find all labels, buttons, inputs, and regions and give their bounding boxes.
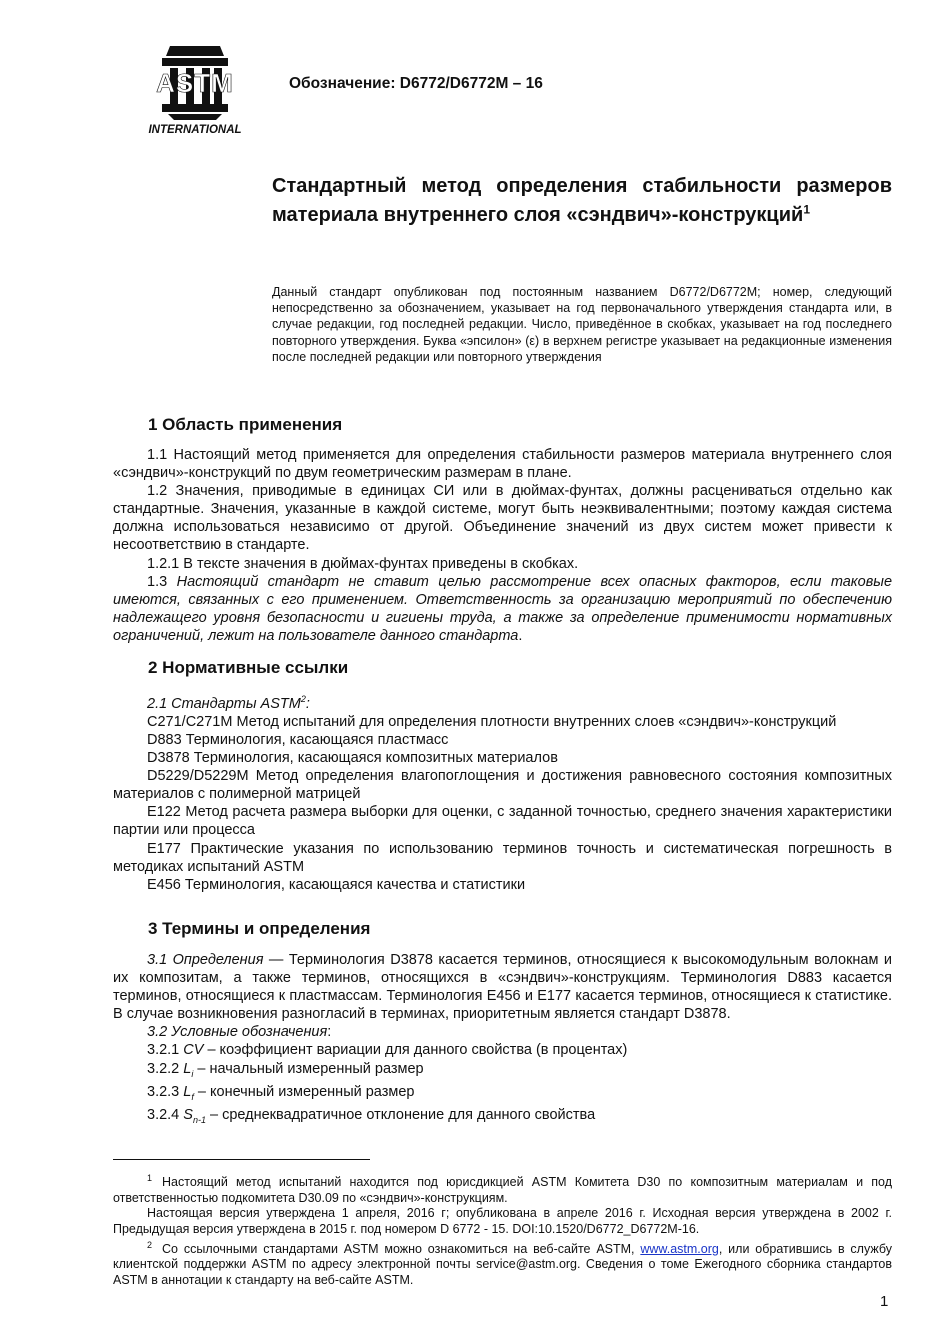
paragraph-1-2: 1.2 Значения, приводимые в единицах СИ или в дюймах-фунтах, должны расцениваться отдельно как стандартные. Значения, указанные в каждой системе, могут быть неэквивалентными; поэтому каждая система должна использоваться независимо от другой. Объединение значений из двух систем может привести к несоответствию в стандарте.	[113, 483, 892, 554]
symbol-name: L	[183, 1060, 192, 1077]
footnote-1	[113, 1171, 892, 1206]
symbol-description: – среднеквадратичное отклонение для данного свойства	[205, 1106, 596, 1123]
footnote-2-text-post: , или обратившись в службу клиентской поддержки ASTM по адресу электронной почты service@astm.org. Сведения о томе Ежегодного сборника стандартов ASTM в аннотации к стандарту на веб-сайте ASTM.	[113, 1241, 893, 1287]
footnote-1-continuation: Настоящая версия утверждена 1 апреля, 2016 г; опубликована в апреле 2016 г. Исходная версия утверждена в 2002 г. Предыдущая версия утверждена в 2015 г. под номером D 6772 - 15. DOI:10.1520/D6772_D6772M-16.	[113, 1206, 892, 1236]
paragraph-3-2-label: 3.2 Условные обозначения	[147, 1024, 328, 1041]
footnotes	[113, 1171, 892, 1288]
section-heading-references: 2 Нормативные ссылки	[148, 658, 349, 677]
paragraph-1-3-number: 1.3	[147, 573, 168, 590]
section-heading-terms: 3 Термины и определения	[148, 919, 371, 938]
symbol-number: 3.2.3	[147, 1083, 180, 1100]
section-scope-body	[113, 446, 892, 645]
title-footnote-ref: 1	[803, 202, 811, 217]
reference-item: C271/C271M Метод испытаний для определения плотности внутренних слоев «сэндвич»-конструкций	[147, 713, 837, 730]
reference-item: E122 Метод расчета размера выборки для оценки, с заданной точностью, среднего значения характеристики партии или процесса	[113, 804, 892, 839]
paragraph-3-2	[113, 1023, 892, 1041]
page-number: 1	[880, 1293, 889, 1310]
paragraph-1-1: 1.1 Настоящий метод применяется для определения стабильности размеров материала внутреннего слоя «сэндвич»-конструкций по двум геометрическим размерам в плане.	[113, 447, 892, 482]
section-terms-body	[113, 951, 892, 1129]
symbol-subscript: i	[191, 1068, 194, 1079]
reference-item: D883 Терминология, касающаяся пластмасс	[147, 732, 449, 749]
logo-mark-text: ASTM	[156, 68, 234, 98]
footnote-2-number: 2	[147, 1239, 153, 1250]
symbol-number: 3.2.2	[147, 1060, 180, 1077]
footnote-divider	[113, 1159, 370, 1160]
symbol-number: 3.2.4	[147, 1106, 180, 1123]
symbol-subscript: f	[191, 1091, 194, 1102]
title-text: Стандартный метод определения стабильности размеров материала внутреннего слоя «сэндвич»-конструкций	[272, 175, 892, 226]
symbol-name: L	[183, 1083, 192, 1100]
footnote-1-text: Настоящий метод испытаний находится под юрисдикцией ASTM Комитета D30 по композитным материалам и под ответственностью подкомитета D30.09 по «сэндвич»-конструкциям.	[113, 1175, 892, 1205]
paragraph-1-3-end: .	[518, 627, 523, 644]
designation: Обозначение: D6772/D6772M – 16	[289, 75, 543, 92]
section-references-body	[113, 690, 892, 894]
footnote-2	[113, 1238, 892, 1289]
paragraph-3-1-text: — Терминология D3878 касается терминов, относящиеся к высокомодульным волокнам и их композитам, а также терминов, относящихся в «сэндвич»-конструкциям. Терминология D883 касается терминов, относящиеся к пластмассам. Терминология E456 и E177 касается терминов, относящиеся к статистике. В случае возникновения разногласий в терминах, приоритетным является стандарт D3878.	[113, 952, 892, 1023]
document-title	[272, 172, 892, 230]
paragraph-1-3	[113, 573, 892, 645]
reference-item: E456 Терминология, касающаяся качества и статистики	[147, 876, 526, 893]
symbol-item	[113, 1083, 892, 1106]
paragraph-3-1-label: 3.1 Определения	[147, 952, 264, 968]
reference-item: D5229/D5229M Метод определения влагопоглощения и достижения равновесного состояния композитных материалов с полимерной матрицей	[113, 768, 892, 803]
footnote-2-text-pre: Со ссылочными стандартами ASTM можно ознакомиться на веб-сайте ASTM,	[162, 1241, 641, 1256]
symbol-name: CV	[183, 1042, 204, 1059]
astm-logo	[140, 40, 250, 136]
subsection-footnote-ref: 2	[300, 694, 306, 704]
astm-website-link[interactable]: www.astm.org	[640, 1241, 719, 1256]
subsection-label: 2.1 Стандарты ASTM	[147, 695, 301, 712]
paragraph-1-2-1: 1.2.1 В тексте значения в дюймах-фунтах приведены в скобках.	[147, 555, 579, 572]
symbol-description: – конечный измеренный размер	[193, 1083, 415, 1100]
symbol-description: – коэффициент вариации для данного свойства (в процентах)	[203, 1042, 628, 1059]
publication-notice: Данный стандарт опубликован под постоянным названием D6772/D6772M; номер, следующий непосредственно за обозначением, указывает на год первоначального утверждения стандарта или, в случае редакции, год последней редакции. Число, приведённое в скобках, указывает на год последнего повторного утверждения. Буква «эпсилон» (ε) в верхнем регистре указывает на редакционные изменения после последней редакции или повторного утверждения	[272, 285, 892, 364]
symbol-item	[113, 1106, 892, 1129]
subsection-astm-standards	[113, 690, 892, 713]
symbol-name: S	[183, 1106, 193, 1123]
symbol-description: – начальный измеренный размер	[193, 1060, 424, 1077]
paragraph-3-1	[113, 951, 892, 1023]
logo-subtext: INTERNATIONAL	[148, 124, 242, 136]
subsection-colon: :	[305, 695, 310, 712]
reference-item: E177 Практические указания по использованию терминов точность и систематическая погрешность в методиках испытаний ASTM	[113, 840, 892, 875]
symbol-item	[113, 1041, 892, 1059]
reference-item: D3878 Терминология, касающаяся композитных материалов	[147, 750, 558, 767]
symbol-item	[113, 1060, 892, 1083]
paragraph-1-3-text: Настоящий стандарт не ставит целью рассмотрение всех опасных факторов, если таковые имеются, связанных с его применением. Ответственность за организацию мероприятий по обеспечению надлежащего уровня безопасности и гигиены труда, а также за определение применимости нормативных ограничений, лежит на пользователе данного стандарта	[113, 573, 893, 644]
symbol-number: 3.2.1	[147, 1042, 180, 1059]
paragraph-3-2-colon: :	[327, 1024, 332, 1041]
symbol-subscript: n-1	[192, 1114, 206, 1125]
footnote-1-number: 1	[147, 1173, 153, 1183]
section-heading-scope: 1 Область применения	[148, 415, 343, 434]
